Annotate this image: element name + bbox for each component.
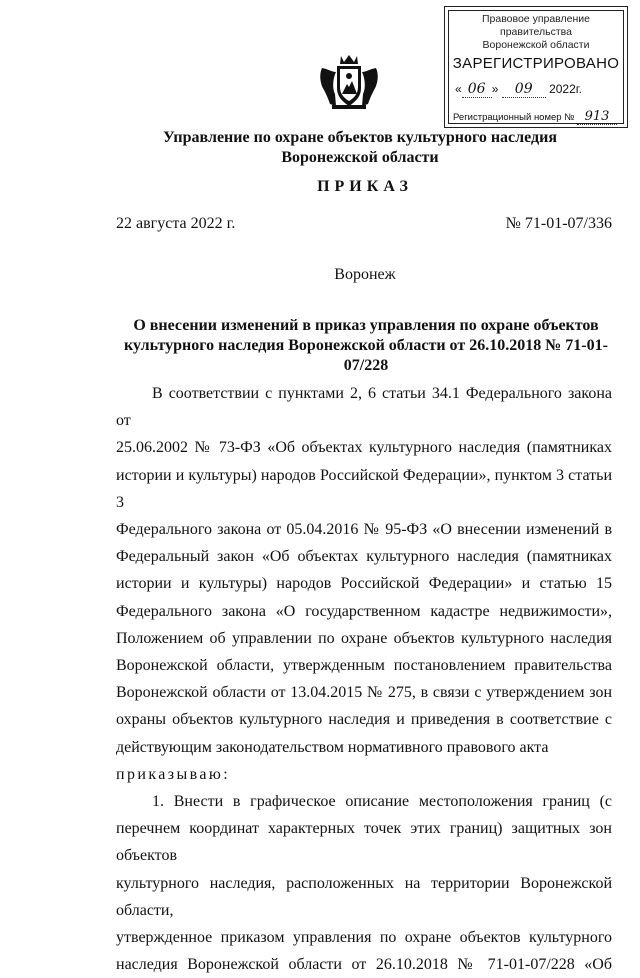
coat-of-arms-icon [318,54,380,110]
item1-line: перечнем координат характерных точек этих границ) защитных зон объектов [116,820,612,865]
stamp-date-suffix: г. [575,82,583,96]
document-city: Воронеж [334,266,396,283]
subject-line2: культурного наследия Воронежской области от 26.10.2018 № 71-01-07/228 [124,337,608,374]
stamp-date-year: 2022 [549,82,576,96]
body-line: Федерального закона «О государственном кадастре недвижимости», [116,602,612,620]
body-line: истории и культуры) народов Российской Федерации» и статью 15 [116,575,612,593]
item1-line: наследия Воронежской области от 26.10.2018 № 71-01-07/228 «Об [116,956,612,974]
body-line: Воронежской области, утвержденным постановлением правительства [116,657,612,675]
document-type: ПРИКАЗ [317,178,413,195]
stamp-date [455,81,582,98]
stamp-reg-number-label: Регистрационный номер № [453,112,575,123]
body-line: В соответствии с пунктами 2, 6 статьи 34.1 Федерального закона от [116,385,612,430]
stamp-date-day: 06 [462,81,492,98]
document-body [116,380,612,978]
document-subject [112,316,620,376]
subject-line1: О внесении изменений в приказ управления по охране объектов [133,317,599,334]
item1-line: культурного наследия, расположенных на территории Воронежской области, [116,874,612,919]
stamp-date-open-quote: « [455,82,462,96]
document-number: № 71-01-07/336 [505,215,612,232]
item1-line: 1. Внести в графическое описание местоположения границ (с [152,793,612,811]
registration-stamp [444,6,628,128]
stamp-reg-number-value: 913 [577,109,617,125]
body-line: истории и культуры) народов Российской Федерации», пунктом 3 статьи 3 [116,466,612,511]
body-line: охраны объектов культурного наследия и приведения в соответствие с [116,711,612,729]
org-title-line1: Управление по охране объектов культурного наследия [163,129,557,146]
body-line: Положением об управлении по охране объектов культурного наследия [116,629,612,647]
order-word: приказываю: [116,765,231,783]
item1-line: утвержденное приказом управления по охране объектов культурного [116,929,612,947]
body-line: Федерального закона от 05.04.2016 № 95-ФЗ «О внесении изменений в [116,521,612,539]
body-line: действующим законодательством нормативного правового акта [116,738,549,756]
stamp-org-line1: Правовое управление правительства [481,13,590,38]
stamp-date-month: 09 [502,81,546,98]
stamp-date-close-quote: » [491,82,499,96]
body-line: Федеральный закон «Об объектах культурного наследия (памятниках [116,548,612,566]
document-date: 22 августа 2022 г. [116,215,236,232]
body-line: Воронежской области от 13.04.2015 № 275, в связи с утверждением зон [116,684,612,702]
stamp-reg-number [453,109,617,125]
stamp-organization [445,13,627,52]
body-line: 25.06.2002 № 73-ФЗ «Об объектах культурного наследия (памятниках [116,439,612,457]
org-title-line2: Воронежской области [281,149,439,166]
organization-title [160,128,560,168]
stamp-registered-label: ЗАРЕГИСТРИРОВАНО [452,55,620,72]
stamp-org-line2: Воронежской области [482,39,590,51]
